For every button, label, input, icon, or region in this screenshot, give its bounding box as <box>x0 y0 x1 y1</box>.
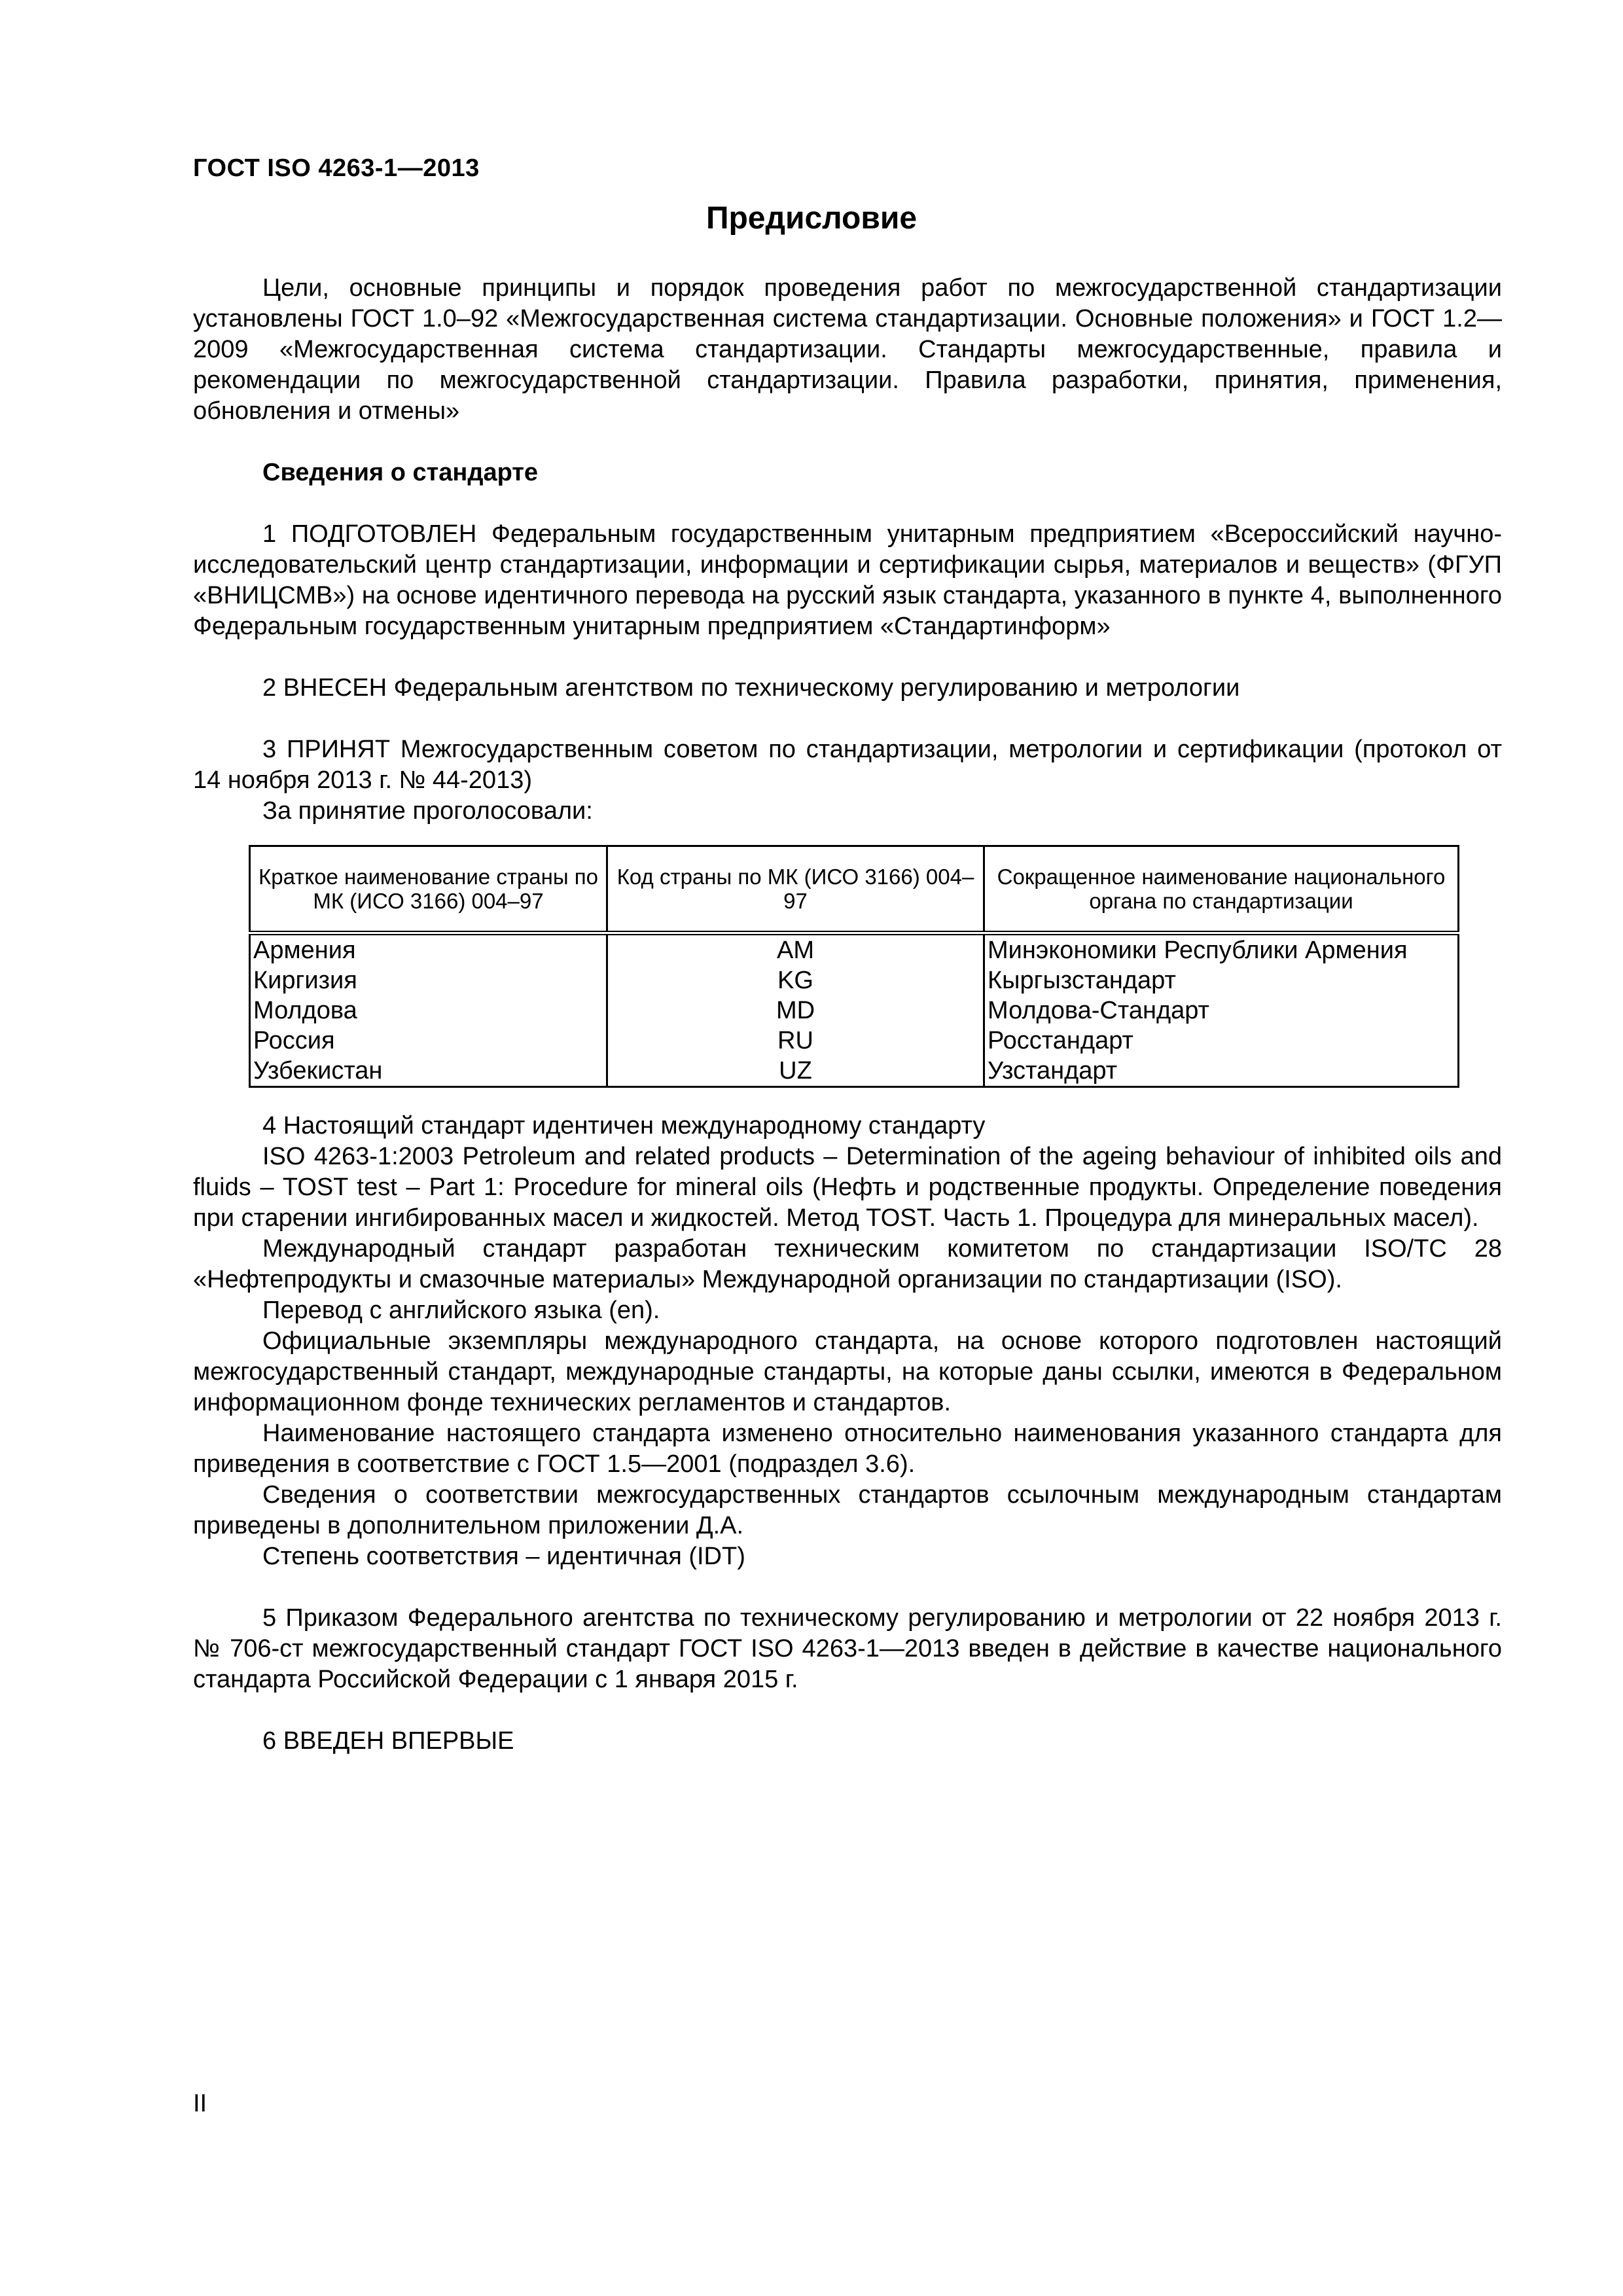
standards-body: Узстандарт <box>984 1056 1459 1087</box>
table-row <box>250 1026 1459 1056</box>
standards-body: Росстандарт <box>984 1026 1459 1056</box>
standards-body: Молдова-Стандарт <box>984 996 1459 1026</box>
table-row <box>250 996 1459 1026</box>
voting-countries-table <box>249 845 1459 1088</box>
country-code: RU <box>607 1026 984 1056</box>
table-row <box>250 965 1459 996</box>
table-row <box>250 1056 1459 1087</box>
intro-paragraph: Цели, основные принципы и порядок проведения работ по межгосударственной стандартизации установлены ГОСТ 1.0–92 «Межгосударственная система стандартизации. Основные положения» и ГОСТ 1.2—2009 «Межгосударственная система стандартизации. Стандарты межгосударственные, правила и рекомендации по межгосударственной стандартизации. Правила разработки, принятия, применения, обновления и отмены» <box>193 274 1502 425</box>
country-code: AM <box>607 933 984 966</box>
voted-label: За принятие проголосовали: <box>262 797 593 825</box>
item-4-official-copies: Официальные экземпляры международного стандарта, на основе которого подготовлен настоящий межгосударственный стандарт, международные стандарты, на которые даны ссылки, имеются в Федеральном информационном фонде технических регламентов и стандартов. <box>193 1327 1502 1416</box>
country-name: Молдова <box>250 996 607 1026</box>
item-4-degree: Степень соответствия – идентичная (IDT) <box>262 1543 745 1570</box>
country-code: UZ <box>607 1056 984 1087</box>
table-row <box>250 933 1459 966</box>
country-name: Киргизия <box>250 965 607 996</box>
preface-body <box>193 273 1502 1757</box>
header-standards-body: Сокращенное наименование национального органа по стандартизации <box>984 846 1459 933</box>
header-country-name: Краткое наименование страны по МК (ИСО 3166) 004–97 <box>250 846 607 933</box>
country-name: Армения <box>250 933 607 966</box>
country-name: Узбекистан <box>250 1056 607 1087</box>
item-1-prepared: 1 ПОДГОТОВЛЕН Федеральным государственным унитарным предприятием «Всероссийский научно-исследовательский центр стандартизации, информации и сертификации сырья, материалов и веществ» (ФГУП «ВНИЦСМВ») на основе идентичного перевода на русский язык стандарта, указанного в пункте 4, выполненного Федеральным государственным унитарным предприятием «Стандартинформ» <box>193 520 1502 640</box>
standards-body: Кыргызстандарт <box>984 965 1459 996</box>
country-name: Россия <box>250 1026 607 1056</box>
header-country-code: Код страны по МК (ИСО 3166) 004–97 <box>607 846 984 933</box>
page-number: II <box>193 2090 207 2117</box>
item-5-order: 5 Приказом Федерального агентства по техническому регулированию и метрологии от 22 ноября 2013 г. № 706-ст межгосударственный стандарт ГОСТ ISO 4263-1—2013 введен в действие в качестве национального стандарта Российской Федерации с 1 января 2015 г. <box>193 1604 1502 1693</box>
item-4-correspondence: Сведения о соответствии межгосударственных стандартов ссылочным международным стандартам приведены в дополнительном приложении Д.А. <box>193 1481 1502 1539</box>
item-3-adopted: 3 ПРИНЯТ Межгосударственным советом по стандартизации, метрологии и сертификации (протокол от 14 ноября 2013 г. № 44-2013) <box>193 736 1502 794</box>
item-4-identical: 4 Настоящий стандарт идентичен международному стандарту <box>262 1112 986 1139</box>
page-title: Предисловие <box>705 201 918 236</box>
item-6-first-introduced: 6 ВВЕДЕН ВПЕРВЫЕ <box>262 1727 514 1755</box>
item-4-committee: Международный стандарт разработан техническим комитетом по стандартизации ISO/TC 28 «Нефтепродукты и смазочные материалы» Международной организации по стандартизации (ISO). <box>193 1235 1502 1293</box>
item-4-translation: Перевод с английского языка (en). <box>262 1297 660 1324</box>
item-4-name-change: Наименование настоящего стандарта изменено относительно наименования указанного стандарта для приведения в соответствие с ГОСТ 1.5—2001 (подраздел 3.6). <box>193 1420 1502 1478</box>
standards-body: Минэкономики Республики Армения <box>984 933 1459 966</box>
country-code: MD <box>607 996 984 1026</box>
table-header-row <box>250 846 1459 933</box>
document-code: ГОСТ ISO 4263-1—2013 <box>193 154 480 182</box>
item-4-iso-title: ISO 4263-1:2003 Petroleum and related products – Determination of the ageing behaviour of inhibited oils and fluids – TOST test – Part 1: Procedure for mineral oils (Нефть и родственные продукты. Определение поведения при старении ингибированных масел и жидкостей. Метод TOST. Часть 1. Процедура для минеральных масел). <box>193 1143 1502 1232</box>
standard-info-heading: Сведения о стандарте <box>262 459 539 486</box>
country-code: KG <box>607 965 984 996</box>
item-2-introduced: 2 ВНЕСЕН Федеральным агентством по техническому регулированию и метрологии <box>262 674 1240 702</box>
